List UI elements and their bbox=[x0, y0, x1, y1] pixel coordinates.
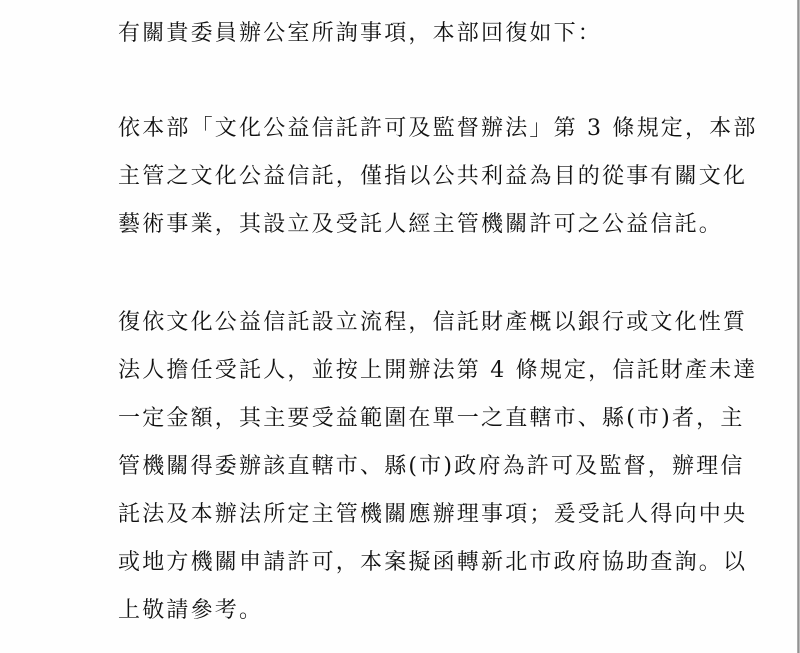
paragraph-2-line-6: 或地方機關申請許可，本案擬函轉新北市政府協助查詢。以 bbox=[118, 550, 748, 575]
intro-line: 有關貴委員辦公室所詢事項，本部回復如下： bbox=[118, 21, 603, 46]
paragraph-2-line-5: 託法及本辦法所定主管機關應辦理事項；爰受託人得向中央 bbox=[118, 502, 748, 527]
paragraph-1-line-2: 主管之文化公益信託，僅指以公共利益為目的從事有關文化 bbox=[118, 164, 748, 189]
paragraph-2-line-4: 管機關得委辦該直轄市、縣(市)政府為許可及監督，辦理信 bbox=[118, 454, 745, 479]
paragraph-2-line-2: 法人擔任受託人，並按上開辦法第 4 條規定，信託財產未達 bbox=[118, 358, 758, 383]
paragraph-2-line-1: 復依文化公益信託設立流程，信託財產概以銀行或文化性質 bbox=[118, 310, 748, 335]
paragraph-2-line-7: 上敬請參考。 bbox=[118, 598, 264, 623]
paragraph-2-line-3: 一定金額，其主要受益範圍在單一之直轄市、縣(市)者，主 bbox=[118, 406, 745, 431]
paragraph-1-line-1: 依本部「文化公益信託許可及監督辦法」第 3 條規定，本部 bbox=[118, 116, 758, 141]
paragraph-1-line-3: 藝術事業，其設立及受託人經主管機關許可之公益信託。 bbox=[118, 212, 724, 237]
